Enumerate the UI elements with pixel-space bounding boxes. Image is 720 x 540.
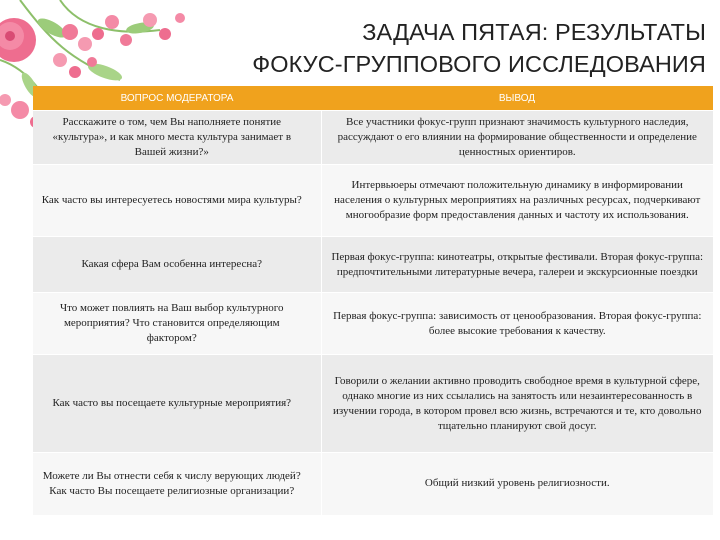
row-conclusion: Все участники фокус-групп признают значимость культурного наследия, рассуждают о его влиянии на формирование общественности и определение ценностных ориентиров. [321,111,713,165]
row-conclusion: Общий низкий уровень религиозности. [321,453,713,515]
page-title [186,16,706,80]
header-question: ВОПРОС МОДЕРАТОРА [33,86,321,111]
row-question: Расскажите о том, чем Вы наполняете понятие «культура», и как много места культура занимает в Вашей жизни?» [33,111,321,165]
table-row [33,237,713,293]
row-conclusion: Первая фокус-группа: зависимость от ценообразования. Вторая фокус-группа: более высокие требования к качеству. [321,293,713,355]
row-question: Можете ли Вы отнести себя к числу верующих людей? Как часто Вы посещаете религиозные организации? [33,453,321,515]
table-row [33,355,713,453]
table-row [33,111,713,165]
header-conclusion: ВЫВОД [321,86,713,111]
row-conclusion: Говорили о желании активно проводить свободное время в культурной сфере, однако многие из них ссылались на занятость или незаинтересованность в изучении города, в котором провел всю жизнь, встречаются и те, кто довольно тщательно планируют свой досуг. [321,355,713,453]
row-question: Как часто вы посещаете культурные мероприятия? [33,355,321,453]
row-conclusion: Интервьюеры отмечают положительную динамику в информировании населения о культурных мероприятиях на различных ресурсах, подчеркивают многообразие форм предоставления данных и частоту их использования. [321,165,713,237]
table-row [33,293,713,355]
table-row [33,453,713,515]
table-row [33,165,713,237]
row-conclusion: Первая фокус-группа: кинотеатры, открытые фестивали. Вторая фокус-группа: предпочтительными литературные вечера, галереи и экскурсионные поездки [321,237,713,293]
row-question: Что может повлиять на Ваш выбор культурного мероприятия? Что становится определяющим фактором? [33,293,321,355]
row-question: Какая сфера Вам особенна интересна? [33,237,321,293]
title-line-1: ЗАДАЧА ПЯТАЯ: РЕЗУЛЬТАТЫ [362,19,706,45]
row-question: Как часто вы интересуетесь новостями мира культуры? [33,165,321,237]
results-table [33,86,713,515]
table-header-row [33,86,713,111]
title-line-2: ФОКУС-ГРУППОВОГО ИССЛЕДОВАНИЯ [252,51,706,77]
